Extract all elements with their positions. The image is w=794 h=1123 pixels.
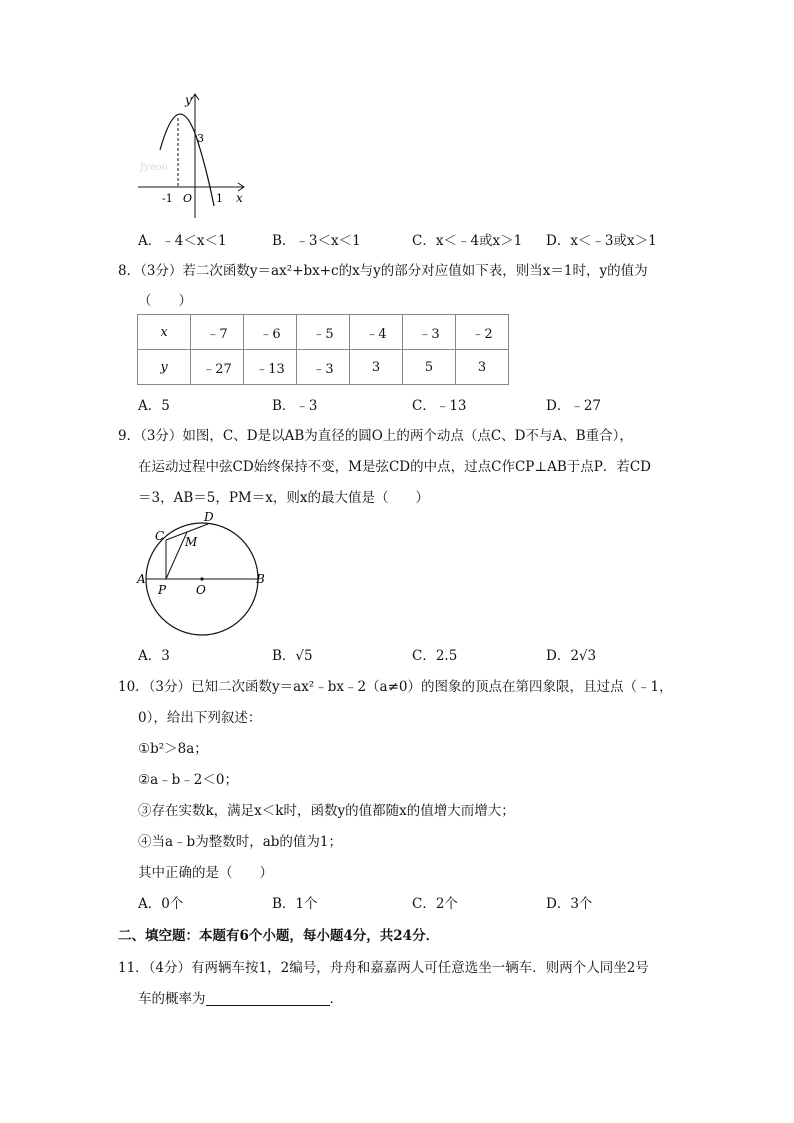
q10-statement-1: ①b²＞8a； <box>138 741 208 757</box>
table-header-x: x <box>138 315 191 350</box>
tick-label-3: 3 <box>197 132 204 145</box>
q8-value-table <box>137 314 509 385</box>
q9-circle-figure <box>130 508 280 638</box>
y-axis-label: y <box>185 93 192 107</box>
table-row-y <box>138 350 509 385</box>
x-axis-label: x <box>236 191 243 205</box>
origin-label: O <box>183 192 193 205</box>
q10-option-c[interactable]: C．2个 <box>412 896 458 912</box>
q10-option-b[interactable]: B．1个 <box>272 896 318 912</box>
table-cell: ﹣3 <box>403 315 456 350</box>
q9-option-c[interactable]: C．2.5 <box>412 648 458 664</box>
q10-stem-line2: 0），给出下列叙述： <box>138 710 262 726</box>
q9-option-a[interactable]: A．3 <box>138 648 170 664</box>
label-o: O <box>196 583 206 597</box>
q7-option-b[interactable]: B．﹣3＜x＜1 <box>272 233 361 249</box>
label-m: M <box>185 535 198 549</box>
q11-answer-blank[interactable] <box>206 991 330 1006</box>
q8-option-b[interactable]: B．﹣3 <box>272 398 318 414</box>
table-cell: ﹣6 <box>244 315 297 350</box>
table-cell: ﹣2 <box>456 315 509 350</box>
table-row-x <box>138 315 509 350</box>
q10-option-d[interactable]: D．3个 <box>546 896 593 912</box>
table-cell: ﹣4 <box>350 315 403 350</box>
center-dot-o <box>200 577 203 580</box>
q8-stem-line1: 8．（3分）若二次函数y＝ax²+bx+c的x与y的部分对应值如下表，则当x＝1时，y的值为 <box>118 263 648 279</box>
q8-option-d[interactable]: D．﹣27 <box>546 398 602 414</box>
q11-stem-line1: 11．（4分）有两辆车按1，2编号，舟舟和嘉嘉两人可任意选坐一辆车．则两个人同坐2号 <box>118 960 649 976</box>
q7-option-c[interactable]: C．x＜﹣4或x＞1 <box>412 233 523 249</box>
table-header-y: y <box>138 350 191 385</box>
q11-stem-prefix: 车的概率为 <box>138 991 206 1007</box>
q10-statement-3: ③存在实数k，满足x＜k时，函数y的值都随x的值增大而增大； <box>138 803 515 819</box>
q11-stem-line2 <box>138 987 343 1007</box>
q8-stem-line2: （ ） <box>138 293 192 309</box>
q7-option-d[interactable]: D．x＜﹣3或x＞1 <box>546 233 657 249</box>
q10-statement-2: ②a﹣b﹣2＜0； <box>138 772 238 788</box>
q9-stem-line3: ＝3，AB＝5，PM＝x，则x的最大值是（ ） <box>138 490 429 506</box>
label-c: C <box>155 529 165 543</box>
table-cell: ﹣3 <box>297 350 350 385</box>
table-cell: 3 <box>350 350 403 385</box>
label-p: P <box>158 583 167 597</box>
label-a: A <box>137 572 146 586</box>
label-d: D <box>204 510 214 524</box>
q9-option-d[interactable]: D．2√3 <box>546 648 597 664</box>
table-cell: ﹣27 <box>191 350 244 385</box>
label-b: B <box>256 572 265 586</box>
watermark: Jyeoo <box>140 162 168 173</box>
q8-option-a[interactable]: A．5 <box>138 398 170 414</box>
q9-stem-line1: 9．（3分）如图，C、D是以AB为直径的圆O上的两个动点（点C、D不与A、B重合）， <box>118 428 633 444</box>
section-2-heading: 二、填空题：本题有6个小题，每小题4分，共24分． <box>118 928 440 944</box>
q11-stem-suffix: ． <box>329 991 343 1007</box>
q10-stem-line1: 10．（3分）已知二次函数y＝ax²﹣bx﹣2（a≠0）的图象的顶点在第四象限，且过点（﹣1， <box>118 679 673 695</box>
tick-label-1: 1 <box>216 192 223 205</box>
tick-label-neg1: -1 <box>162 192 173 205</box>
table-cell: ﹣5 <box>297 315 350 350</box>
q9-stem-line2: 在运动过程中弦CD始终保持不变，M是弦CD的中点，过点C作CP⊥AB于点P．若CD <box>138 459 651 475</box>
q7-option-a[interactable]: A．﹣4＜x＜1 <box>138 233 227 249</box>
table-cell: ﹣13 <box>244 350 297 385</box>
q10-statement-4: ④当a﹣b为整数时，ab的值为1； <box>138 834 342 850</box>
q10-question: 其中正确的是（ ） <box>138 865 273 881</box>
table-cell: 5 <box>403 350 456 385</box>
q9-option-b[interactable]: B．√5 <box>272 648 313 664</box>
q10-option-a[interactable]: A．0个 <box>138 896 184 912</box>
q7-parabola-graph <box>130 88 260 218</box>
q8-option-c[interactable]: C．﹣13 <box>412 398 467 414</box>
table-cell: 3 <box>456 350 509 385</box>
table-cell: ﹣7 <box>191 315 244 350</box>
